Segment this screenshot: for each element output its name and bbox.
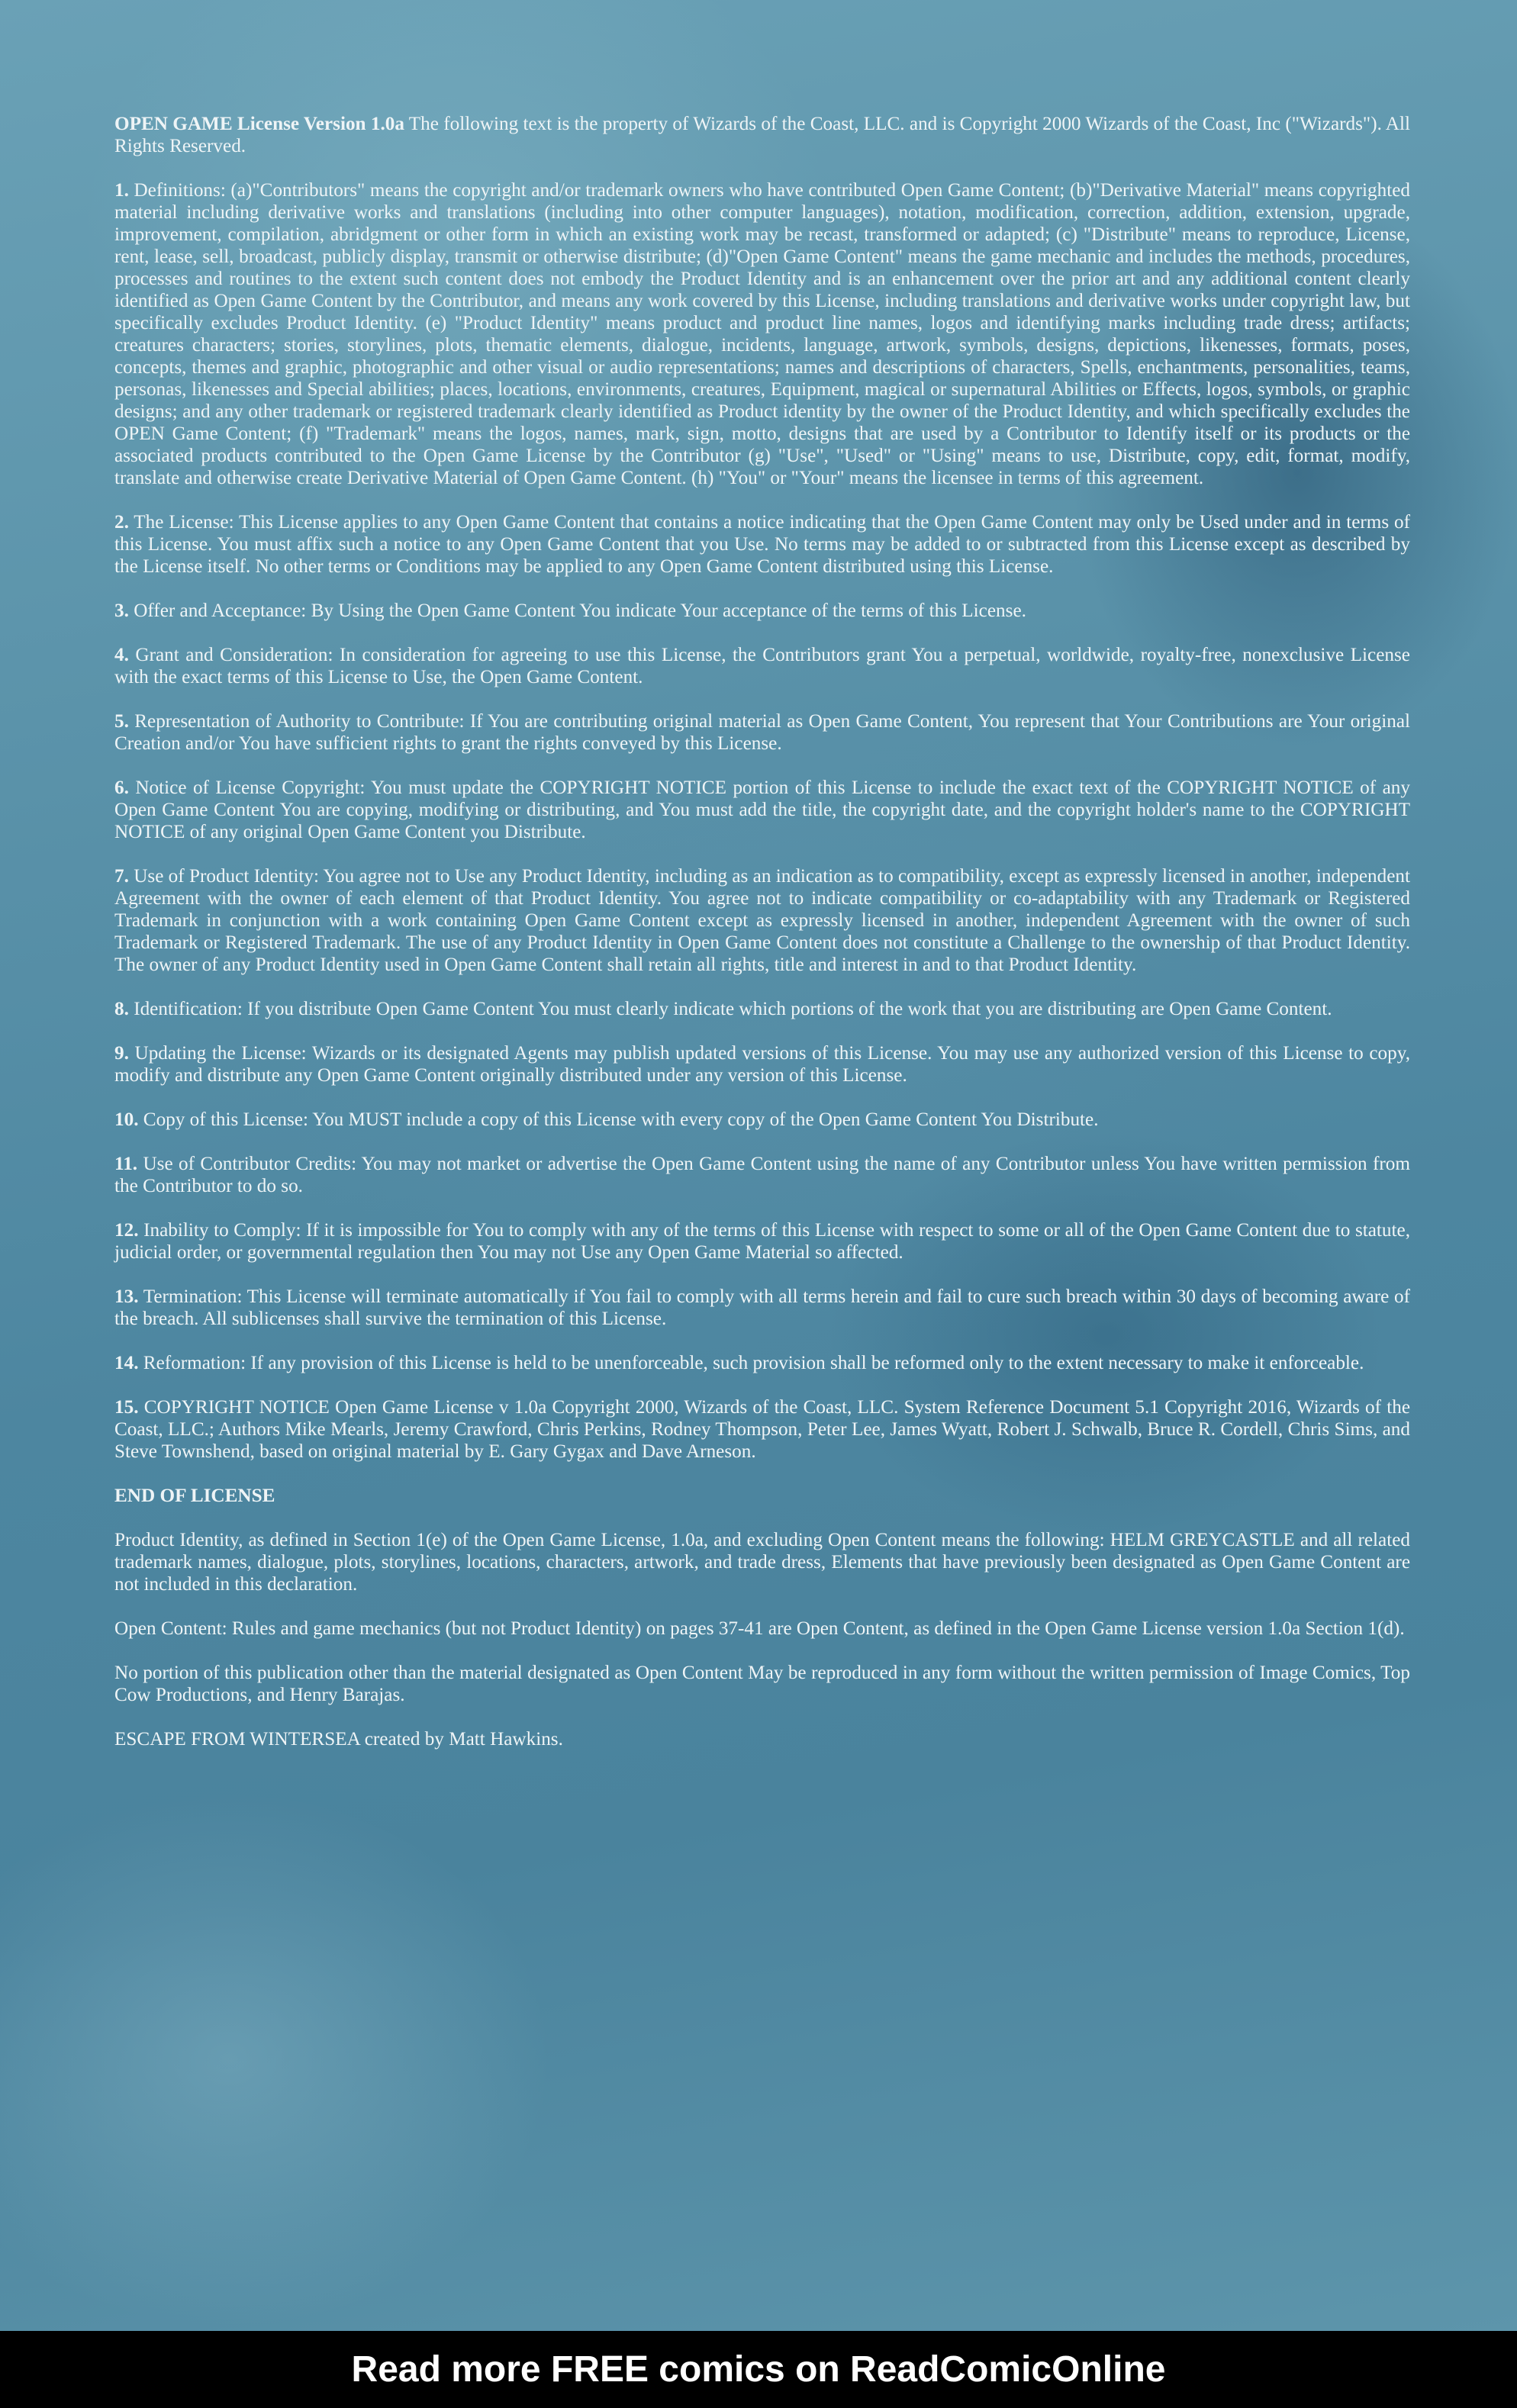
license-section-1 — [114, 179, 1410, 489]
section-number: 6. — [114, 777, 129, 798]
license-intro-text: The following text is the property of Wizards of the Coast, LLC. and is Copyright 2000 Wizards of the Coast, Inc ("Wizards"). All Rights Reserved. — [114, 114, 1410, 156]
section-text: COPYRIGHT NOTICE Open Game License v 1.0a Copyright 2000, Wizards of the Coast, LLC. System Reference Document 5.1 Copyright 2016, Wizards of the Coast, LLC.; Authors Mike Mearls, Jeremy Crawford, Chris Perkins, Rodney Thompson, Peter Lee, James Wyatt, Robert J. Schwalb, Bruce R. Cordell, Chris Sims, and Steve Townshend, based on original material by E. Gary Gygax and Dave Arneson. — [114, 1397, 1410, 1462]
section-number: 15. — [114, 1397, 139, 1418]
section-text: Updating the License: Wizards or its designated Agents may publish updated versions of this License. You may use any authorized version of this License to copy, modify and distribute any Open Game Content originally distributed under any version of this License. — [114, 1043, 1410, 1086]
credit-paragraph: ESCAPE FROM WINTERSEA created by Matt Hawkins. — [114, 1729, 563, 1750]
section-text: Representation of Authority to Contribute: If You are contributing original material as Open Game Content, You represent that Your Contributions are Your original Creation and/or You have sufficient rights to grant the rights conveyed by this License. — [114, 711, 1410, 754]
license-section-8 — [114, 998, 1410, 1020]
license-intro — [114, 113, 1410, 157]
license-title: OPEN GAME License Version 1.0a — [114, 114, 404, 134]
section-text: Identification: If you distribute Open Game Content You must clearly indicate which portions of the work that you are distributing are Open Game Content. — [128, 999, 1332, 1019]
section-text: Grant and Consideration: In consideration for agreeing to use this License, the Contributors grant You a perpetual, worldwide, royalty-free, nonexclusive License with the exact terms of this License to Use, the Open Game Content. — [114, 645, 1410, 687]
open-content-paragraph: Open Content: Rules and game mechanics (but not Product Identity) on pages 37-41 are Open Content, as defined in the Open Game License version 1.0a Section 1(d). — [114, 1618, 1405, 1639]
section-text: Reformation: If any provision of this License is held to be unenforceable, such provision shall be reformed only to the extent necessary to make it enforceable. — [138, 1353, 1364, 1373]
end-of-license-heading: END OF LICENSE — [114, 1486, 275, 1506]
product-identity-paragraph: Product Identity, as defined in Section 1(e) of the Open Game License, 1.0a, and excluding Open Content means the following: HELM GREYCASTLE and all related trademark names, dialogue, plots, storylines, locations, characters, artwork, and trade dress, Elements that have previously been designated as Open Game Content are not included in this declaration. — [114, 1530, 1410, 1595]
section-text: Notice of License Copyright: You must update the COPYRIGHT NOTICE portion of this License to include the exact text of the COPYRIGHT NOTICE of any Open Game Content You are copying, modifying or distributing, and You must add the title, the copyright date, and the copyright holder's name to the COPYRIGHT NOTICE of any original Open Game Content you Distribute. — [114, 777, 1410, 842]
section-text: Inability to Comply: If it is impossible for You to comply with any of the terms of this License with respect to some or all of the Open Game Content due to statute, judicial order, or governmental regulation then You may not Use any Open Game Material so affected. — [114, 1220, 1410, 1263]
section-number: 13. — [114, 1286, 139, 1307]
section-number: 7. — [114, 866, 129, 887]
license-section-15 — [114, 1396, 1410, 1463]
license-section-4 — [114, 644, 1410, 688]
reproduction-notice-paragraph: No portion of this publication other than the material designated as Open Content May be reproduced in any form without the written permission of Image Comics, Top Cow Productions, and Henry Barajas. — [114, 1663, 1410, 1705]
license-text-block — [114, 113, 1410, 1772]
section-text: Copy of this License: You MUST include a copy of this License with every copy of the Open Game Content You Distribute. — [138, 1109, 1099, 1130]
license-section-10 — [114, 1109, 1410, 1131]
section-text: Offer and Acceptance: By Using the Open Game Content You indicate Your acceptance of the terms of this License. — [128, 600, 1026, 621]
license-section-3 — [114, 600, 1410, 622]
section-text: Termination: This License will terminate automatically if You fail to comply with all terms herein and fail to cure such breach within 30 days of becoming aware of the breach. All sublicenses shall survive the termination of this License. — [114, 1286, 1410, 1329]
license-section-9 — [114, 1042, 1410, 1086]
section-number: 4. — [114, 645, 129, 665]
license-section-13 — [114, 1286, 1410, 1330]
license-section-12 — [114, 1219, 1410, 1264]
section-text: Use of Product Identity: You agree not to Use any Product Identity, including as an indication as to compatibility, except as expressly licensed in another, independent Agreement with the owner of each element of that Product Identity. You agree not to indicate compatibility or co-adaptability with any Trademark or Registered Trademark in conjunction with a work containing Open Game Content except as expressly licensed in another, independent Agreement with the owner of such Trademark or Registered Trademark. The use of any Product Identity in Open Game Content does not constitute a Challenge to the ownership of that Product Identity. The owner of any Product Identity used in Open Game Content shall retain all rights, title and interest in and to that Product Identity. — [114, 866, 1410, 975]
license-section-5 — [114, 710, 1410, 755]
section-number: 12. — [114, 1220, 139, 1241]
section-number: 5. — [114, 711, 129, 732]
section-number: 14. — [114, 1353, 139, 1373]
section-number: 8. — [114, 999, 129, 1019]
section-number: 11. — [114, 1154, 138, 1174]
section-number: 9. — [114, 1043, 129, 1064]
section-text: Definitions: (a)"Contributors" means the copyright and/or trademark owners who have contributed Open Game Content; (b)"Derivative Material" means copyrighted material including derivative works and translations (including into other computer languages), notation, modification, correction, addition, extension, upgrade, improvement, compilation, abridgment or other form in which an existing work may be recast, transformed or adapted; (c) "Distribute" means to reproduce, License, rent, lease, sell, broadcast, publicly display, transmit or otherwise distribute; (d)"Open Game Content" means the game mechanic and includes the methods, procedures, processes and routines to the extent such content does not embody the Product Identity and is an enhancement over the prior art and any additional content clearly identified as Open Game Content by the Contributor, and means any work covered by this License, including translations and derivative works under copyright law, but specifically excludes Product Identity. (e) "Product Identity" means product and product line names, logos and identifying marks including trade dress; artifacts; creatures characters; stories, storylines, plots, thematic elements, dialogue, incidents, language, artwork, symbols, designs, depictions, likenesses, formats, poses, concepts, themes and graphic, photographic and other visual or audio representations; names and descriptions of characters, Spells, enchantments, personalities, teams, personas, likenesses and Special abilities; places, locations, environments, creatures, Equipment, magical or supernatural Abilities or Effects, logos, symbols, or graphic designs; and any other trademark or registered trademark clearly identified as Product identity by the owner of the Product Identity, and which specifically excludes the OPEN Game Content; (f) "Trademark" means the logos, names, mark, sign, motto, designs that are used by a Contributor to Identify itself or its products or the associated products contributed to the Open Game License by the Contributor (g) "Use", "Used" or "Using" means to use, Distribute, copy, edit, format, modify, translate and otherwise create Derivative Material of Open Game Content. (h) "You" or "Your" means the licensee in terms of this agreement. — [114, 180, 1410, 488]
section-number: 1. — [114, 180, 129, 201]
section-number: 2. — [114, 512, 129, 533]
section-text: The License: This License applies to any Open Game Content that contains a notice indicating that the Open Game Content may only be Used under and in terms of this License. You must affix such a notice to any Open Game Content that you Use. No terms may be added to or subtracted from this License except as described by the License itself. No other terms or Conditions may be applied to any Open Game Content distributed using this License. — [114, 512, 1410, 577]
license-section-7 — [114, 865, 1410, 976]
license-section-14 — [114, 1352, 1410, 1374]
license-section-6 — [114, 777, 1410, 843]
license-section-11 — [114, 1153, 1410, 1197]
promo-banner[interactable]: Read more FREE comics on ReadComicOnline — [0, 2331, 1517, 2408]
section-number: 3. — [114, 600, 129, 621]
section-text: Use of Contributor Credits: You may not market or advertise the Open Game Content using the name of any Contributor unless You have written permission from the Contributor to do so. — [114, 1154, 1410, 1196]
license-section-2 — [114, 511, 1410, 578]
section-number: 10. — [114, 1109, 139, 1130]
